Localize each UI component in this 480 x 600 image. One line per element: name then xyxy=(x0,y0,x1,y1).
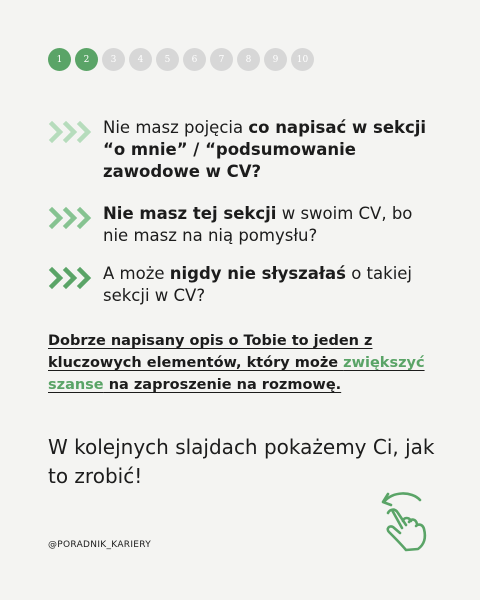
bullet-text-bold: co napisać w sekcji “o mnie” / “podsumowanie zawodowe w CV? xyxy=(103,118,427,181)
bullet-text-part: w swoim CV, bo nie masz na nią pomysłu? xyxy=(103,204,413,245)
closing-text: W kolejnych slajdach pokażemy Ci, jak to zrobić! xyxy=(48,435,435,488)
emphasis-highlight: zwiększyć szanse xyxy=(48,355,425,393)
social-handle: @PORADNIK_KARIERY xyxy=(48,540,152,550)
bullet-text-bold: Nie masz tej sekcji xyxy=(103,204,277,223)
swipe-hand-icon xyxy=(376,488,438,554)
emphasis-text: na zaproszenie na rozmowę. xyxy=(103,377,342,393)
triple-chevron-right-icon xyxy=(48,205,94,231)
emphasis-statement xyxy=(48,330,448,396)
bullet-text-part: o takiej sekcji w CV? xyxy=(103,264,413,305)
progress-steps xyxy=(48,48,314,71)
emphasis-text: Dobrze napisany opis o Tobie to jeden z kluczowych elementów, który może xyxy=(48,333,373,371)
bullet-text-part: A może xyxy=(103,264,170,283)
progress-step-10: 10 xyxy=(291,48,314,71)
bullet-text-part: Nie masz pojęcia xyxy=(103,118,249,137)
progress-step-8: 8 xyxy=(237,48,260,71)
bullet-item-1 xyxy=(48,117,433,183)
progress-step-3: 3 xyxy=(102,48,125,71)
triple-chevron-right-icon xyxy=(48,119,94,145)
bullet-text-bold: nigdy nie słyszałaś xyxy=(169,264,346,283)
progress-step-2: 2 xyxy=(75,48,98,71)
progress-step-7: 7 xyxy=(210,48,233,71)
bullet-item-3 xyxy=(48,263,433,307)
progress-step-1: 1 xyxy=(48,48,71,71)
bullet-text xyxy=(103,117,433,183)
progress-step-4: 4 xyxy=(129,48,152,71)
progress-step-9: 9 xyxy=(264,48,287,71)
bullet-text xyxy=(103,263,433,307)
progress-step-6: 6 xyxy=(183,48,206,71)
progress-step-5: 5 xyxy=(156,48,179,71)
triple-chevron-right-icon xyxy=(48,265,94,291)
bullet-text xyxy=(103,203,433,247)
bullet-item-2 xyxy=(48,203,433,247)
